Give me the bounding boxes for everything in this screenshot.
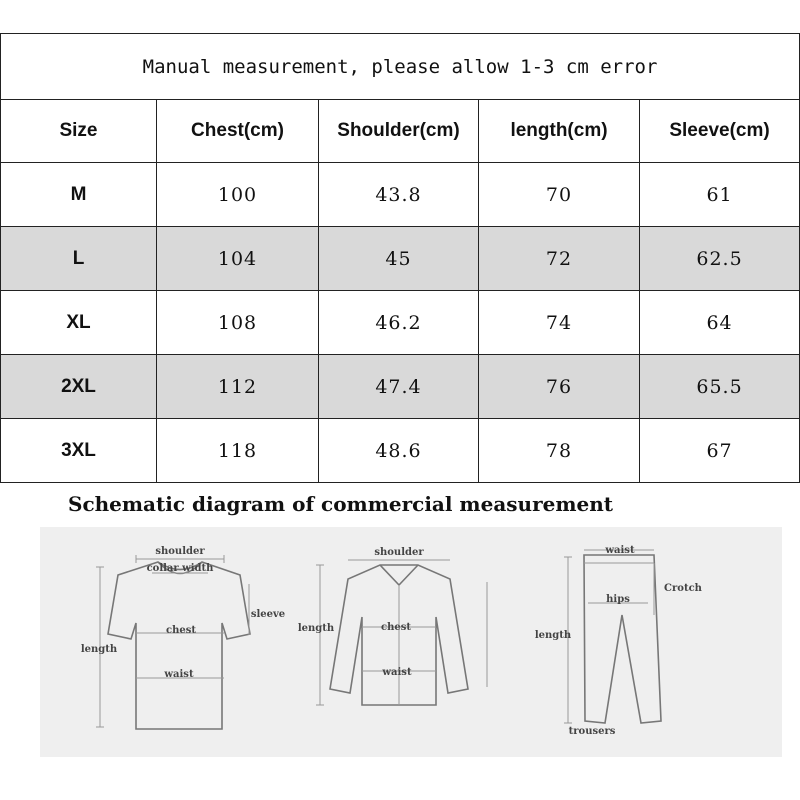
shirt-shoulder-label: shoulder xyxy=(374,547,424,558)
header-row xyxy=(1,100,800,163)
diagram-title: Schematic diagram of commercial measurement xyxy=(68,492,614,516)
chest-cell: 118 xyxy=(157,419,319,483)
shirt-figure xyxy=(298,547,487,705)
tshirt-figure xyxy=(81,546,285,729)
length-cell: 70 xyxy=(479,163,640,227)
table-row xyxy=(1,291,800,355)
table-row xyxy=(1,163,800,227)
tshirt-shoulder-label: shoulder xyxy=(155,546,205,557)
tshirt-collar-label: collar width xyxy=(146,563,214,574)
trousers-length-label: length xyxy=(534,630,572,641)
header-length: length(cm) xyxy=(479,100,640,163)
header-size: Size xyxy=(1,100,157,163)
chest-cell: 104 xyxy=(157,227,319,291)
length-cell: 74 xyxy=(479,291,640,355)
length-cell: 72 xyxy=(479,227,640,291)
diagram-svg xyxy=(40,527,782,757)
sleeve-cell: 67 xyxy=(640,419,800,483)
tshirt-waist-label: waist xyxy=(164,669,194,680)
table-row xyxy=(1,419,800,483)
trousers-outline-icon xyxy=(584,555,661,723)
sleeve-cell: 62.5 xyxy=(640,227,800,291)
chest-cell: 112 xyxy=(157,355,319,419)
trousers-crotch-label: Crotch xyxy=(664,583,702,594)
header-sleeve: Sleeve(cm) xyxy=(640,100,800,163)
size-cell: L xyxy=(1,227,157,291)
trousers-waist-label: waist xyxy=(605,545,635,556)
trousers-hips-label: hips xyxy=(606,594,630,605)
shirt-chest-label: chest xyxy=(381,622,411,633)
trousers-caption: trousers xyxy=(568,726,616,737)
shirt-length-label: length xyxy=(297,623,335,634)
size-cell: XL xyxy=(1,291,157,355)
size-cell: M xyxy=(1,163,157,227)
shoulder-cell: 48.6 xyxy=(319,419,479,483)
notice-row xyxy=(1,34,800,100)
header-shoulder: Shoulder(cm) xyxy=(319,100,479,163)
length-cell: 78 xyxy=(479,419,640,483)
sleeve-cell: 65.5 xyxy=(640,355,800,419)
shoulder-cell: 46.2 xyxy=(319,291,479,355)
shoulder-cell: 45 xyxy=(319,227,479,291)
tshirt-length-label: length xyxy=(80,644,118,655)
shoulder-cell: 47.4 xyxy=(319,355,479,419)
length-cell: 76 xyxy=(479,355,640,419)
tshirt-outline-icon xyxy=(108,562,250,729)
shirt-waist-label: waist xyxy=(382,667,412,678)
sleeve-cell: 61 xyxy=(640,163,800,227)
shoulder-cell: 43.8 xyxy=(319,163,479,227)
size-cell: 3XL xyxy=(1,419,157,483)
header-chest: Chest(cm) xyxy=(157,100,319,163)
measurement-notice: Manual measurement, please allow 1-3 cm error xyxy=(1,34,800,100)
tshirt-chest-label: chest xyxy=(166,625,196,636)
tshirt-sleeve-label: sleeve xyxy=(250,609,286,620)
chest-cell: 108 xyxy=(157,291,319,355)
table-row xyxy=(1,355,800,419)
measurement-diagram xyxy=(40,527,782,757)
trousers-figure xyxy=(535,545,703,737)
chest-cell: 100 xyxy=(157,163,319,227)
size-chart-table xyxy=(0,33,800,483)
sleeve-cell: 64 xyxy=(640,291,800,355)
shirt-collar-icon xyxy=(380,565,418,585)
table-row xyxy=(1,227,800,291)
size-cell: 2XL xyxy=(1,355,157,419)
